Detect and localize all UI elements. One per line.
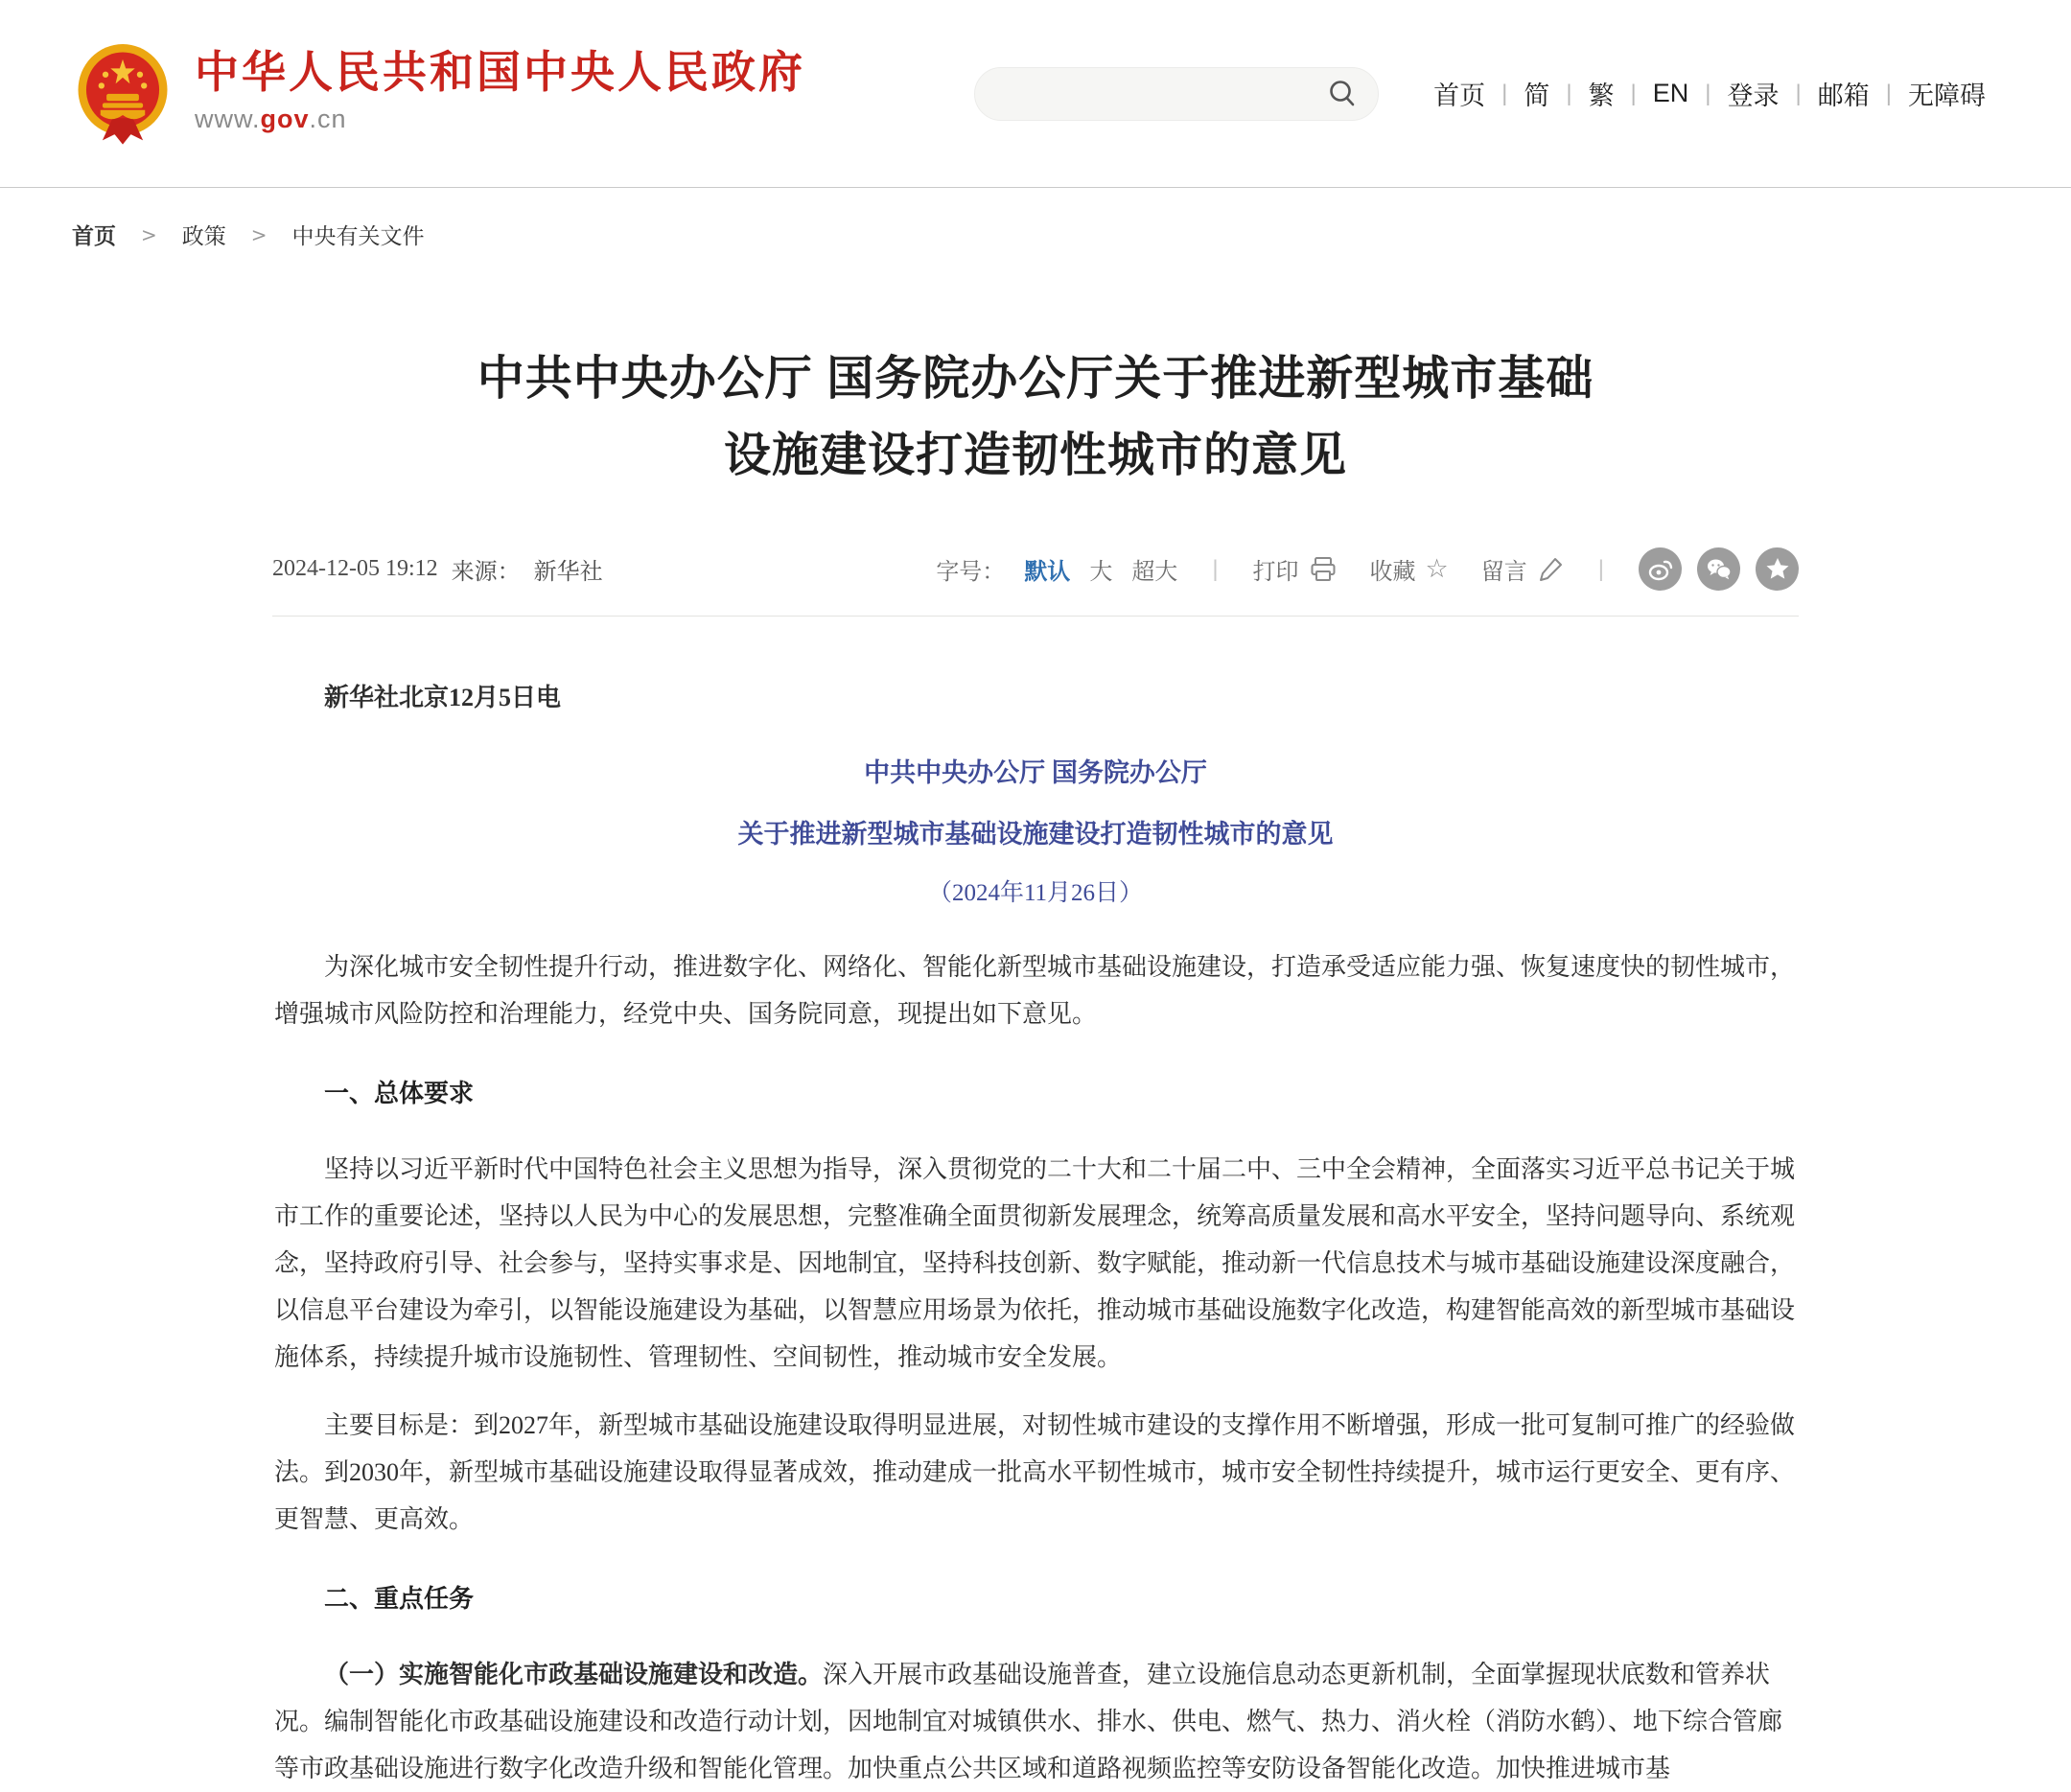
site-url-gov: gov (260, 105, 310, 134)
article-paragraph: 为深化城市安全韧性提升行动，推进数字化、网络化、智能化新型城市基础设施建设，打造承受适应能力强、恢复速度快的韧性城市，增强城市风险防控和治理能力，经党中央、国务院同意，现提出如下意见。 (274, 953, 1796, 1028)
meta-divider-bar: | (1597, 555, 1604, 582)
doc-title-line1: 中共中央办公厅 国务院办公厅 (864, 758, 1207, 787)
top-nav (1417, 75, 2002, 112)
breadcrumb-separator: > (141, 222, 157, 246)
source-value[interactable]: 新华社 (533, 560, 603, 585)
print-label: 打印 (1252, 559, 1299, 585)
nav-item-6[interactable]: 无障碍 (1908, 81, 1986, 110)
section-heading: 二、重点任务 (324, 1585, 475, 1613)
nav-separator: | (1795, 80, 1802, 106)
action-group (1253, 552, 1564, 586)
meta-divider-bar: | (1212, 555, 1219, 582)
dateline: 新华社北京12月5日电 (324, 684, 562, 711)
source-label: 来源： (451, 560, 521, 585)
site-brand[interactable] (72, 37, 805, 151)
site-header (0, 0, 2071, 188)
search-box[interactable] (974, 67, 1379, 121)
article-meta-right (936, 547, 1799, 591)
paragraph-text: 深入开展市政基础设施普查，建立设施信息动态更新机制，全面掌握现状底数和管养状况。编制智能化市政基础设施建设和改造行动计划，因地制宜对城镇供水、排水、供电、燃气、热力、消火栓（消防水鹤）、地下综合管廊等市政基础设施进行数字化改造升级和智能化管理。加快重点公共区域和道路视频监控等安防设备智能化改造。加快推进城市基 (274, 1661, 1783, 1782)
breadcrumb-separator: > (250, 222, 268, 246)
print-button[interactable] (1253, 552, 1338, 586)
search-icon[interactable] (1326, 78, 1359, 110)
nav-separator: | (1630, 80, 1637, 106)
article-body (272, 617, 1799, 1792)
fontsize-group (936, 552, 1177, 586)
search-input[interactable] (1000, 81, 1326, 107)
section-heading: 一、总体要求 (324, 1080, 475, 1107)
nav-separator: | (1566, 80, 1572, 106)
breadcrumb (0, 188, 2071, 260)
nav-item-1[interactable]: 简 (1524, 81, 1550, 110)
fontsize-option-2[interactable]: 超大 (1131, 559, 1178, 585)
paragraph-lead: （一）实施智能化市政基础设施建设和改造。 (324, 1661, 824, 1688)
site-url-prefix: www. (195, 105, 261, 134)
breadcrumb-item-0[interactable]: 首页 (72, 223, 116, 248)
nav-separator: | (1705, 80, 1711, 106)
breadcrumb-item-2[interactable]: 中央有关文件 (291, 223, 425, 248)
comment-label: 留言 (1480, 559, 1527, 585)
fontsize-option-0[interactable]: 默认 (1024, 559, 1071, 585)
nav-item-0[interactable]: 首页 (1433, 81, 1486, 110)
fontsize-label: 字号： (936, 559, 1006, 585)
breadcrumb-item-1[interactable]: 政策 (181, 223, 226, 248)
nav-item-2[interactable]: 繁 (1588, 81, 1615, 110)
favorite-star-icon: ☆ (1425, 554, 1449, 583)
comment-button[interactable] (1481, 552, 1564, 586)
favorite-label: 收藏 (1369, 559, 1416, 585)
favorite-button[interactable] (1370, 552, 1449, 586)
article-paragraph (274, 1651, 1797, 1792)
nav-item-3[interactable]: EN (1652, 79, 1689, 107)
nav-separator: | (1501, 80, 1508, 106)
article-meta-left (272, 552, 603, 586)
printer-icon (1309, 555, 1338, 584)
nav-item-4[interactable]: 登录 (1727, 81, 1780, 110)
article-blocks (274, 943, 1797, 1792)
article-meta-row (272, 547, 1799, 591)
publish-datetime: 2024-12-05 19:12 (272, 556, 438, 581)
site-title: 中华人民共和国中央人民政府 (195, 46, 805, 97)
star-share-icon[interactable] (1756, 547, 1799, 591)
share-group (1639, 547, 1799, 591)
wechat-share-icon[interactable] (1697, 547, 1740, 591)
nav-separator: | (1885, 80, 1892, 106)
doc-title-line2: 关于推进新型城市基础设施建设打造韧性城市的意见 (737, 820, 1334, 849)
doc-date: （2024年11月26日） (927, 880, 1144, 906)
weibo-share-icon[interactable] (1639, 547, 1682, 591)
page-title: 中共中央办公厅 国务院办公厅关于推进新型城市基础设施建设打造韧性城市的意见 (477, 353, 1594, 481)
national-emblem-logo (72, 43, 174, 151)
site-url (195, 105, 805, 134)
comment-pencil-icon (1537, 556, 1564, 583)
site-url-suffix: .cn (309, 105, 347, 134)
article-page (272, 340, 1799, 1792)
fontsize-option-1[interactable]: 大 (1089, 559, 1113, 585)
article-paragraph: 坚持以习近平新时代中国特色社会主义思想为指导，深入贯彻党的二十大和二十届二中、三中全会精神，全面落实习近平总书记关于城市工作的重要论述，坚持以人民为中心的发展思想，完整准确全面贯彻新发展理念，统筹高质量发展和高水平安全，坚持问题导向、系统观念，坚持政府引导、社会参与，坚持实事求是、因地制宜，坚持科技创新、数字赋能，推动新一代信息技术与城市基础设施建设深度融合，以信息平台建设为牵引，以智能设施建设为基础，以智慧应用场景为依托，推动城市基础设施数字化改造，构建智能高效的新型城市基础设施体系，持续提升城市设施韧性、管理韧性、空间韧性，推动城市安全发展。 (274, 1155, 1796, 1371)
document-heading (274, 742, 1797, 922)
article-paragraph: 主要目标是：到2027年，新型城市基础设施建设取得明显进展，对韧性城市建设的支撑作用不断增强，形成一批可复制可推广的经验做法。到2030年，新型城市基础设施建设取得显著成效，推动建成一批高水平韧性城市，城市安全韧性持续提升，城市运行更安全、更有序、更智慧、更高效。 (274, 1411, 1796, 1533)
nav-item-5[interactable]: 邮箱 (1817, 81, 1870, 110)
